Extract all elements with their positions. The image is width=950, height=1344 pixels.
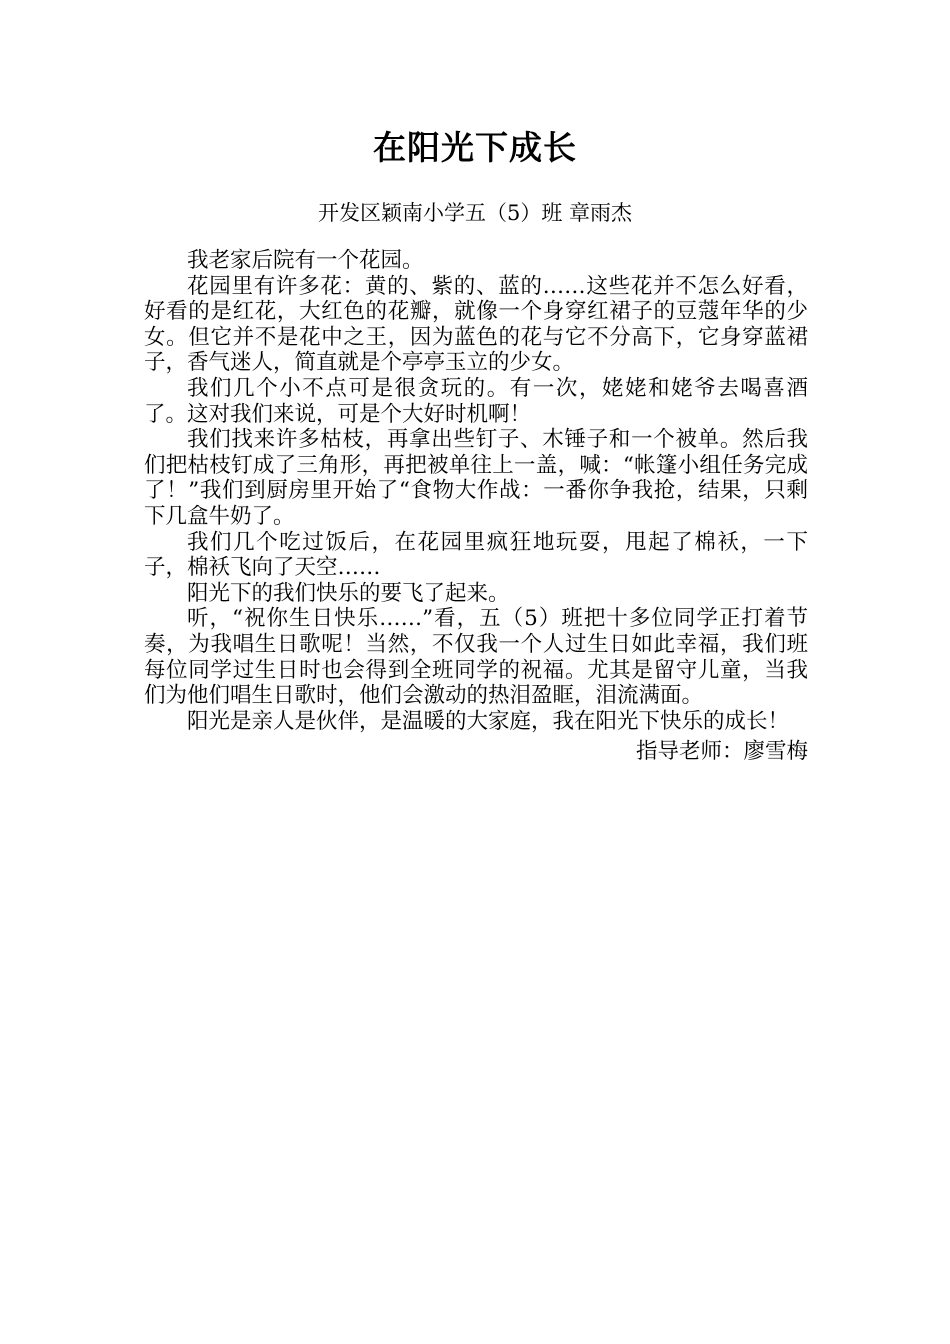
paragraph: 我们几个小不点可是很贪玩的。有一次，姥姥和姥爷去喝喜酒了。这对我们来说，可是个大好时机啊！ [144, 375, 808, 427]
page-title: 在阳光下成长 [373, 128, 577, 167]
paragraph: 阳光是亲人是伙伴，是温暖的大家庭，我在阳光下快乐的成长！ [187, 708, 790, 734]
paragraph: 花园里有许多花：黄的、紫的、蓝的……这些花并不怎么好看，好看的是红花，大红色的花瓣，就像一个身穿红裙子的豆蔻年华的少女。但它并不是花中之王，因为蓝色的花与它不分高下，它身穿蓝裙子，香气迷人，简直就是个亭亭玉立的少女。 [144, 273, 808, 376]
teacher-signature: 指导老师：廖雪梅 [635, 739, 808, 764]
paragraph: 我老家后院有一个花园。 [187, 248, 424, 273]
paragraph: 我们几个吃过饭后，在花园里疯狂地玩耍，甩起了棉袄，一下子，棉袄飞向了天空…… [144, 529, 808, 581]
paragraph: 我们找来许多枯枝，再拿出些钉子、木锤子和一个被单。然后我们把枯枝钉成了三角形，再把被单往上一盖，喊：“帐篷小组任务完成了！”我们到厨房里开始了“食物大作战：一番你争我抢，结果，只剩下几盒牛奶了。 [144, 427, 808, 529]
article-body [144, 248, 808, 734]
author-byline: 开发区颖南小学五（5）班 章雨杰 [317, 201, 633, 225]
paragraph: 听，“祝你生日快乐……”看，五（5）班把十多位同学正打着节奏，为我唱生日歌呢！当然，不仅我一个人过生日如此幸福，我们班每位同学过生日时也会得到全班同学的祝福。尤其是留守儿童，当我们为他们唱生日歌时，他们会激动的热泪盈眶，泪流满面。 [144, 606, 808, 709]
paragraph: 阳光下的我们快乐的要飞了起来。 [187, 580, 510, 606]
